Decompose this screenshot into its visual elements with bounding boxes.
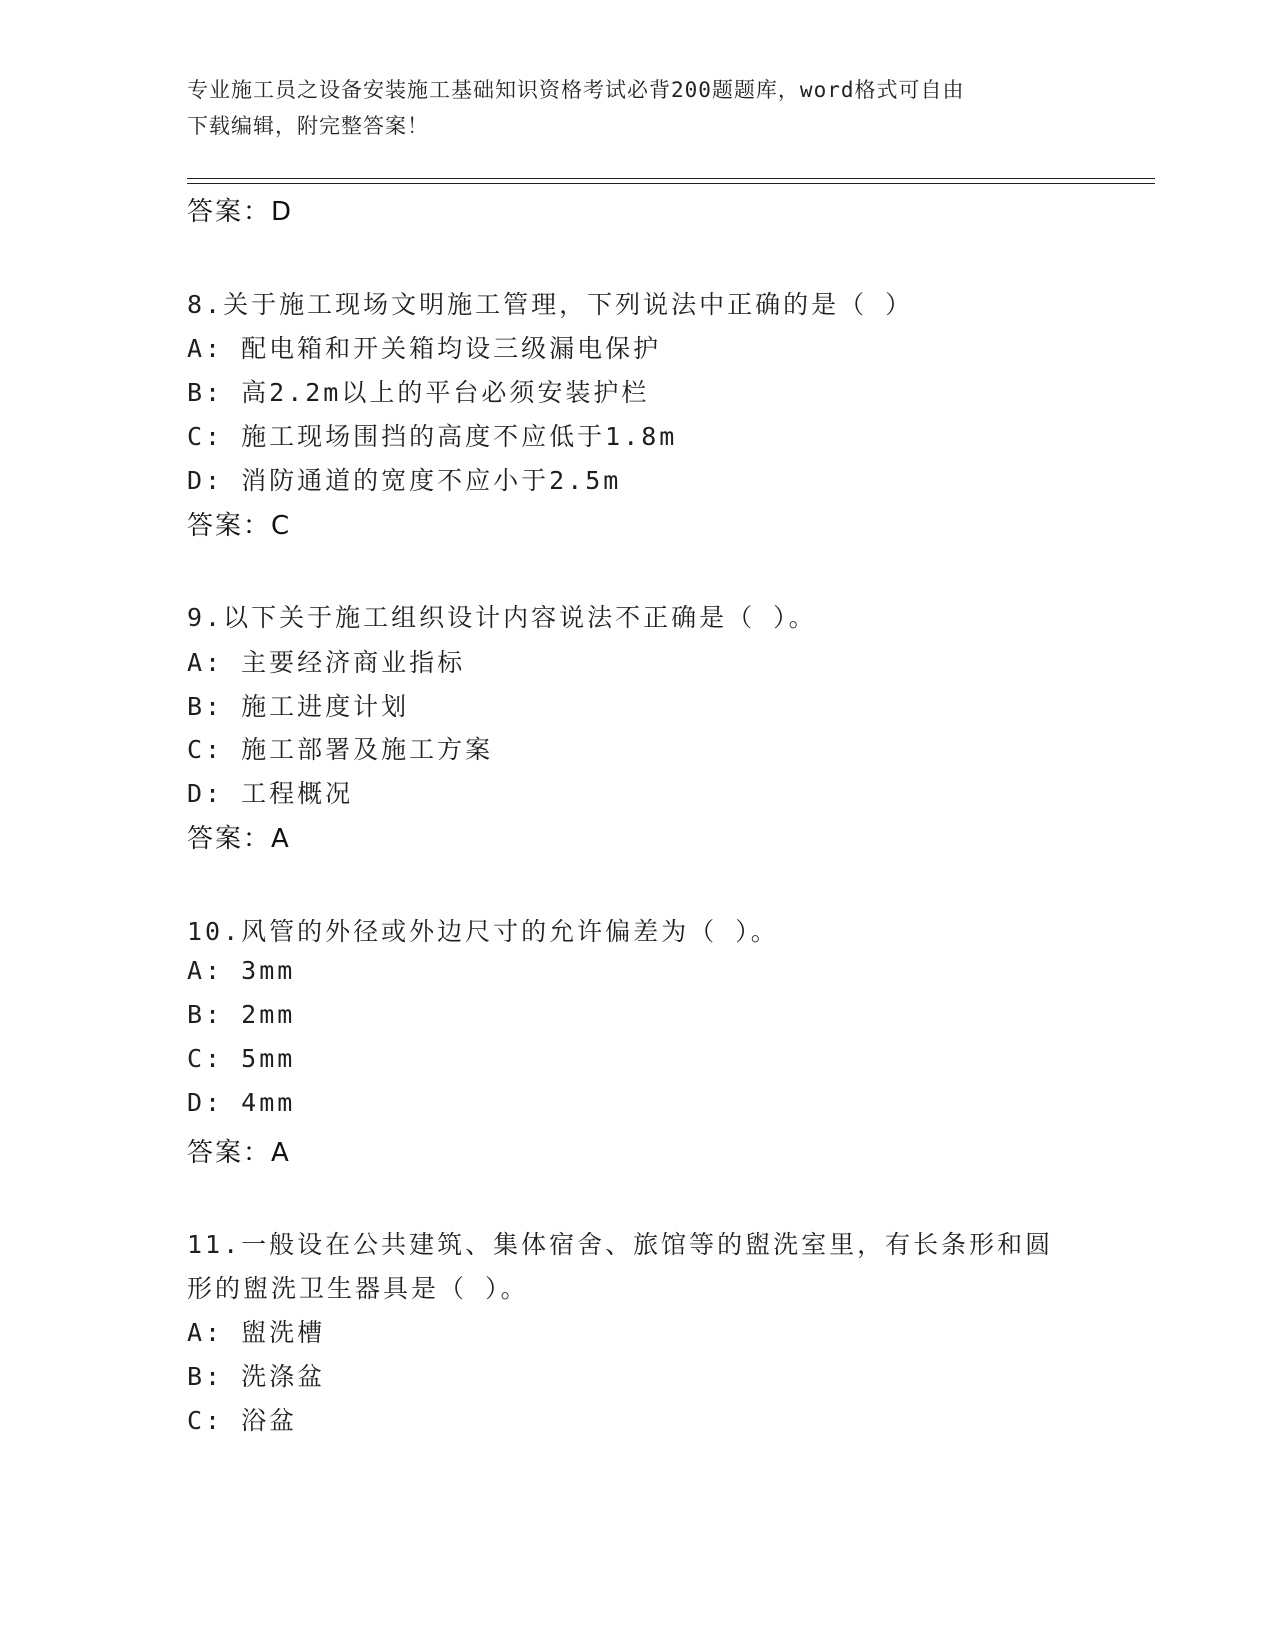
question-11-option-c: C: 浴盆 [187, 1406, 298, 1435]
question-10-option-c: C: 5mm [187, 1044, 296, 1073]
answer-q10: 答案：A [187, 1138, 291, 1168]
question-8-option-c: C: 施工现场围挡的高度不应低于1.8m [187, 422, 678, 451]
question-9-option-c: C: 施工部署及施工方案 [187, 735, 494, 764]
question-9-option-d: D: 工程概况 [187, 779, 354, 808]
question-9-option-b: B: 施工进度计划 [187, 692, 410, 721]
header-line-1: 专业施工员之设备安装施工基础知识资格考试必背200题题库，word格式可自由 [187, 78, 965, 102]
header-line-2: 下载编辑，附完整答案！ [187, 114, 429, 138]
question-11-stem-line-1: 11.一般设在公共建筑、集体宿舍、旅馆等的盥洗室里，有长条形和圆 [187, 1230, 1054, 1259]
question-11-stem-line-2: 形的盥洗卫生器具是（ ）。 [187, 1274, 529, 1303]
question-8-stem: 8.关于施工现场文明施工管理，下列说法中正确的是（ ） [187, 290, 914, 319]
answer-q7: 答案：D [187, 197, 294, 227]
document-header [187, 72, 1087, 144]
question-11-option-a: A: 盥洗槽 [187, 1318, 326, 1347]
header-divider-top [187, 178, 1155, 179]
question-10-stem: 10.风管的外径或外边尺寸的允许偏差为（ ）。 [187, 917, 779, 946]
question-8-option-a: A: 配电箱和开关箱均设三级漏电保护 [187, 334, 662, 363]
question-11-option-b: B: 洗涤盆 [187, 1362, 326, 1391]
answer-q8: 答案：C [187, 511, 292, 541]
header-divider-bottom [187, 183, 1155, 184]
question-8-option-b: B: 高2.2m以上的平台必须安装护栏 [187, 378, 650, 407]
question-10-option-d: D: 4mm [187, 1088, 296, 1117]
question-9-stem: 9.以下关于施工组织设计内容说法不正确是（ ）。 [187, 603, 817, 632]
answer-q9: 答案：A [187, 824, 291, 854]
question-9-option-a: A: 主要经济商业指标 [187, 648, 466, 677]
question-10-option-b: B: 2mm [187, 1000, 296, 1029]
question-8-option-d: D: 消防通道的宽度不应小于2.5m [187, 466, 622, 495]
question-10-option-a: A: 3mm [187, 956, 296, 985]
